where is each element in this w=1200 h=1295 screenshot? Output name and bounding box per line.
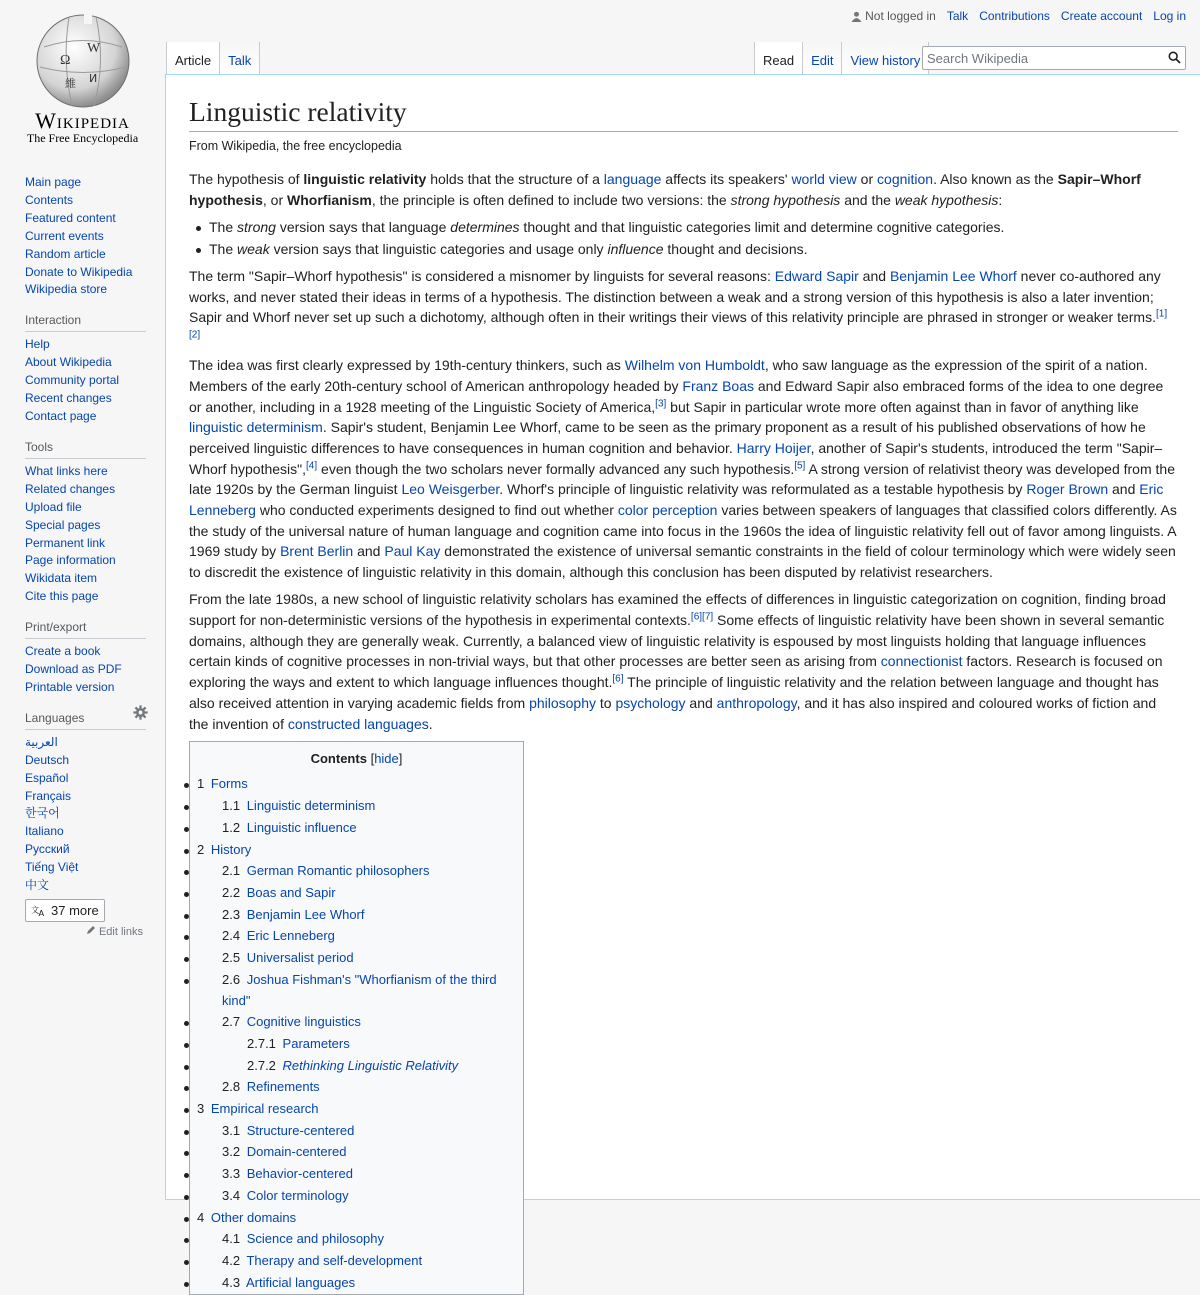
toc-number: 3.3 [222,1166,241,1182]
text: The [209,218,238,235]
tools-heading: Tools [25,440,146,459]
text: The term "Sapir–Whorf hypothesis" is considered a misnomer by linguists for several reasons: [189,267,775,284]
toc-link-cognitive-linguistics[interactable]: Cognitive linguistics [246,1014,361,1030]
text: Some effects of linguistic relativity have been shown in several semantic domains, although they are generally weak. Currently, a balanced view of linguistic relativity is espoused by most linguists holding that language influences certain kinds of cognitive processes in non-trivial ways, but that other processes are better seen as arising from [189,612,1165,670]
citation-link[interactable]: [7] [702,611,714,623]
tab-article[interactable]: Article [166,42,220,74]
sidebar-list-item [25,734,165,752]
toc-link-universalist-period[interactable]: Universalist period [246,950,354,966]
sidebar-list-item [25,174,165,192]
create-account-link[interactable]: Create account [1060,9,1143,23]
bold-term: linguistic relativity [303,171,427,187]
toc-heading: Contents [310,750,367,766]
link-leo-weisgerber[interactable]: Leo Weisgerber [401,481,500,498]
tab-read[interactable]: Read [754,42,803,74]
toc-number: 2.1 [222,863,241,879]
toc-link-rethinking-linguistic-relativity[interactable]: Rethinking Linguistic Relativity [282,1057,459,1073]
hypothesis-list [209,217,1178,259]
text: but Sapir in particular wrote more often against than in favor of anything like [666,398,1139,415]
sidebar-list-item [25,643,165,661]
toc-link-boas-and-sapir[interactable]: Boas and Sapir [246,885,336,900]
search-icon [1168,51,1181,64]
citation-link[interactable]: [3] [655,397,667,409]
language-link-lang-4[interactable]: 한국어 [25,806,60,821]
link-anthropology[interactable]: anthropology [716,694,797,711]
sidebar-item-page-information[interactable]: Page information [25,553,116,568]
text: never co-authored any works, and never stated their ideas in terms of a hypothesis. The distinction between a weak and a strong version of this hypothesis is also a later invention; Sapir and Whorf never set up such a dichotomy, although often in their writings their views of this relativity principle are phrased in stronger or weaker terms. [189,267,1161,326]
tab-talk[interactable]: Talk [220,42,260,74]
link-harry-hoijer[interactable]: Harry Hoijer [736,439,811,456]
toc-list [197,774,516,1293]
sidebar-list-item [25,354,165,372]
toc-link-forms[interactable]: Forms [210,776,248,792]
sidebar-list-item [25,481,165,499]
toc-item[interactable] [197,1099,516,1120]
languages-heading-label: Languages [25,710,85,725]
text: thought and that linguistic categories limit and determine cognitive categories. [519,218,1005,235]
search-button[interactable] [1168,51,1181,69]
search-box [922,46,1186,70]
toc-item[interactable] [197,1251,516,1272]
toc-item[interactable] [197,1034,516,1055]
italic-term: strong [237,218,276,235]
sidebar-item-recent-changes[interactable]: Recent changes [25,391,112,406]
text: . Sapir's student, Benjamin Lee Whorf, came to be seen as the primary proponent as a result of his published observations of how he perceived linguistic differences to have consequences in human cognition and behavior. [189,419,1146,456]
view-tabs [754,42,929,74]
sidebar-item-donate-to-wikipedia[interactable]: Donate to Wikipedia [25,264,133,279]
toc-item[interactable] [197,796,516,817]
toc-item[interactable] [197,774,516,795]
not-logged-in-label: Not logged in [865,9,936,23]
language-link-ti-ng-vi-t[interactable]: Tiếng Việt [25,860,79,875]
sidebar-list-item [25,192,165,210]
text: version says that language [275,218,451,235]
toc-link-therapy-and-self-development[interactable]: Therapy and self-development [246,1252,423,1268]
page-title: Linguistic relativity [189,95,1178,132]
link-philosophy[interactable]: philosophy [529,694,596,711]
sidebar-item-download-as-pdf[interactable]: Download as PDF [25,662,122,677]
toc-item[interactable] [197,948,516,969]
sidebar-list-item [25,841,165,859]
toc-item[interactable] [197,1229,516,1250]
text: thought and decisions. [663,240,808,257]
toc-link-structure-centered[interactable]: Structure-centered [246,1122,355,1138]
sidebar-item-about-wikipedia[interactable]: About Wikipedia [25,355,112,370]
puzzle-globe-icon [34,12,132,110]
toc-number: 2.5 [222,950,241,966]
text: and Edward Sapir also embraced forms of the idea to one degree or another, including in a 1928 meeting of the Linguistic Society of America, [189,377,1164,415]
toc-number: 3.4 [222,1187,241,1203]
text: The principle of linguistic relativity and the relation between language and thought has also received attention in varying academic fields from [189,674,1159,711]
paragraph-modern [189,589,1178,734]
text: . Whorf's principle of linguistic relativity was reformulated as a testable hypothesis by [499,481,1027,498]
sidebar-list-item [25,770,165,788]
text: From the late 1980s, a new school of linguistic relativity scholars has examined the effects of differences in linguistic categorization on cognition, finding broad support for non-deterministic versions of the hypothesis in experimental contexts. [189,591,1166,629]
toc-item[interactable] [197,1164,516,1185]
citation-link[interactable]: [6] [612,673,624,685]
text: or [856,171,878,187]
talk-link[interactable]: Talk [946,9,969,23]
toc-number: 4.1 [222,1231,241,1247]
sidebar-tools [25,440,165,606]
user-icon [851,11,862,22]
sidebar-item-wikipedia-store[interactable]: Wikipedia store [25,282,108,297]
sidebar-item-related-changes[interactable]: Related changes [25,481,116,496]
text: varies between speakers of languages that classified colors differently. As the study of the universal nature of human language and cognition came into focus in the 1960s the idea of linguistic relativity fell out of favor among linguists. A 1969 study by [189,502,1177,560]
sidebar-interaction [25,313,165,426]
toc-number: 2.7 [222,1014,241,1030]
toc-item[interactable] [197,1273,516,1294]
language-settings-button[interactable] [133,705,148,723]
link-roger-brown[interactable]: Roger Brown [1026,481,1109,498]
link-world-view[interactable]: world view [791,171,857,187]
sidebar-list-item [25,281,165,299]
citation-link[interactable]: [1] [1155,308,1168,320]
site-subtitle: From Wikipedia, the free encyclopedia [189,139,402,153]
paragraph-intro [189,169,1178,210]
toc-link-parameters[interactable]: Parameters [282,1035,350,1051]
sidebar-list-item [25,788,165,806]
svg-text:A: A [38,907,45,917]
toc-link-german-romantic-philosophers[interactable]: German Romantic philosophers [246,863,430,879]
svg-text:維: 維 [65,77,76,90]
text: and the [840,191,895,208]
sidebar-list-item [25,823,165,841]
sidebar-list-item [25,210,165,228]
interaction-heading: Interaction [25,313,146,332]
print-export-heading: Print/export [25,620,146,639]
sidebar-item-permanent-link[interactable]: Permanent link [25,535,106,550]
toc-link-domain-centered[interactable]: Domain-centered [246,1144,347,1160]
text: version says that linguistic categories and usage only [269,240,608,257]
link-paul-kay[interactable]: Paul Kay [384,543,441,560]
sidebar-list-item [25,859,165,877]
sidebar-item-community-portal[interactable]: Community portal [25,373,120,388]
toc-number: 3.1 [222,1122,241,1138]
toc-hide-toggle: [hide] [370,750,403,766]
sidebar-navigation [25,174,165,299]
toc-link-behavior-centered[interactable]: Behavior-centered [246,1166,353,1182]
sidebar-item-cite-this-page[interactable]: Cite this page [25,589,99,604]
language-link-lang-8[interactable]: 中文 [25,878,50,893]
sidebar-list-item [25,877,165,895]
italic-term: weak hypothesis [894,191,999,208]
link-connectionist[interactable]: connectionist [880,653,963,670]
toc-item[interactable] [197,970,516,1011]
sidebar-list-item [25,535,165,553]
language-link-lang-6[interactable]: Русский [25,842,70,857]
text: and [1108,481,1140,498]
not-logged-in [851,9,936,23]
toc-hide-link[interactable]: hide [374,750,399,766]
sidebar-list-item [25,372,165,390]
namespace-tabs [166,42,260,74]
gear-icon [133,705,148,720]
toc-number: 2.7.1 [247,1035,276,1051]
toc-item[interactable] [197,1121,516,1142]
sidebar-item-printable-version[interactable]: Printable version [25,679,115,694]
text: and [858,267,890,284]
search-input[interactable] [923,47,1159,69]
citation-link[interactable]: [2] [189,329,201,341]
toc-link-empirical-research[interactable]: Empirical research [210,1101,319,1117]
text: who conducted experiments designed to find out whether [255,502,618,519]
sidebar-list-item [25,588,165,606]
text: and [353,543,385,560]
list-item-weak [209,239,1178,260]
toc-link-artificial-languages[interactable]: Artificial languages [245,1274,356,1290]
italic-term: determines [450,218,520,235]
paragraph-misnomer [189,266,1178,349]
bold-term: Whorfianism [287,191,372,208]
toc-link-joshua-fishman-s-whorfianism-of-the-third-kind[interactable]: Joshua Fishman's "Whorfianism of the third kind" [222,971,497,1008]
more-languages-label: 37 more [51,903,99,918]
toc-link-other-domains[interactable]: Other domains [210,1209,297,1225]
language-link-italiano[interactable]: Italiano [25,824,64,839]
toc-link-linguistic-influence[interactable]: Linguistic influence [246,819,357,835]
toc-item[interactable] [197,840,516,861]
toc-link-eric-lenneberg[interactable]: Eric Lenneberg [246,928,335,944]
logo-tagline: The Free Encyclopedia [26,131,139,145]
text: The [209,240,238,257]
toc-number: 2.8 [222,1079,241,1095]
citation-link[interactable]: [6] [690,611,703,623]
text: demonstrated the existence of universal semantic constraints in the field of colour terminology which were widely seen to discredit the existence of linguistic relativity in this domain, although this conclusion has been disputed by relativist researchers. [189,543,1176,581]
svg-text:W: W [87,41,101,56]
toc-item[interactable] [197,1012,516,1033]
toc-link-history[interactable]: History [210,841,252,857]
sidebar-list-item [25,499,165,517]
sidebar-list-item [25,661,165,679]
citation-link[interactable]: [5] [794,459,806,471]
sidebar-item-main-page[interactable]: Main page [25,175,82,189]
sidebar-list-item [25,264,165,282]
toc-number: 2.7.2 [247,1057,276,1073]
list-item-strong [209,217,1178,238]
tab-edit[interactable]: Edit [803,42,842,74]
text: , another of Sapir's students, introduced the term "Sapir–Whorf hypothesis", [189,439,1163,477]
toc-title [197,749,516,770]
sidebar-list-item [25,336,165,354]
link-humboldt[interactable]: Wilhelm von Humboldt [624,357,765,374]
italic-term: weak [237,240,270,257]
sidebar-list-item [25,752,165,770]
toc-link-benjamin-lee-whorf[interactable]: Benjamin Lee Whorf [246,906,365,922]
wikipedia-logo[interactable] [0,0,165,160]
link-eric-lenneberg[interactable]: Eric Lenneberg [189,481,1164,519]
login-link[interactable]: Log in [1153,9,1186,23]
toc-number: 2.6 [222,971,241,987]
link-language[interactable]: language [603,171,662,187]
toc-item[interactable] [197,883,516,904]
toc-number: 1 [197,776,205,792]
text: A strong version of relativist theory was developed from the late 1920s by the German linguist [189,460,1175,498]
text: , who saw language as the expression of the spirit of a nation. Members of the early 20th-century school of American anthropology headed by [189,357,1148,394]
sidebar-item-special-pages[interactable]: Special pages [25,517,101,532]
contributions-link[interactable]: Contributions [979,9,1050,23]
sidebar-list-item [25,463,165,481]
toc-number: 2 [197,841,205,857]
text: : [998,191,1003,208]
toc-item[interactable] [197,861,516,882]
language-link-deutsch[interactable]: Deutsch [25,752,70,767]
text: , the principle is often defined to include two versions: the [371,191,731,208]
language-link-fran-ais[interactable]: Français [25,788,72,803]
link-benjamin-lee-whorf[interactable]: Benjamin Lee Whorf [889,267,1017,284]
toc-number: 2.3 [222,906,241,922]
sidebar-print-export [25,620,165,697]
sidebar-item-what-links-here[interactable]: What links here [25,463,108,478]
italic-term: strong hypothesis [730,191,841,208]
text: to [596,694,616,711]
sidebar-list-item [25,408,165,426]
sidebar-item-contact-page[interactable]: Contact page [25,408,97,423]
pencil-icon [86,925,96,935]
sidebar-list-item [25,246,165,264]
toc-number: 4.2 [222,1252,241,1268]
logo-wordmark: Wikipedia [35,108,130,133]
text: even though the two scholars never formally advanced any such hypothesis. [317,460,795,477]
text: . [428,715,433,732]
italic-term: influence [607,240,664,257]
sidebar [0,170,165,938]
sidebar-item-contents[interactable]: Contents [25,192,74,207]
toc-item[interactable] [197,1142,516,1163]
toc-item[interactable] [197,905,516,926]
text: affects its speakers' [661,171,792,187]
toc-item[interactable] [197,818,516,839]
toc-number: 4.3 [222,1274,241,1290]
link-color-perception[interactable]: color perception [617,502,718,519]
toc-link-linguistic-determinism[interactable]: Linguistic determinism [246,798,376,814]
sidebar-list-item [25,570,165,588]
sidebar-item-upload-file[interactable]: Upload file [25,499,82,514]
sidebar-list-item [25,552,165,570]
edit-links-label: Edit links [98,926,143,938]
text: and [685,694,717,711]
more-languages-button[interactable] [25,899,105,922]
personal-tools [851,9,1186,23]
toc-item[interactable] [197,1186,516,1207]
link-brent-berlin[interactable]: Brent Berlin [280,543,354,560]
toc-number: 1.2 [222,819,241,835]
toc-link-color-terminology[interactable]: Color terminology [246,1187,349,1203]
toc-number: 3.2 [222,1144,241,1160]
paragraph-history [189,355,1178,583]
link-franz-boas[interactable]: Franz Boas [682,377,754,394]
toc-number: 4 [197,1209,205,1225]
sidebar-item-help[interactable]: Help [25,337,50,352]
sidebar-list-item [25,390,165,408]
sidebar-item-create-a-book[interactable]: Create a book [25,644,101,659]
svg-text:文: 文 [31,904,40,915]
bold-term: Sapir–Whorf hypothesis [189,171,1141,208]
link-edward-sapir[interactable]: Edward Sapir [774,267,859,284]
text: factors. Research is focused on exploring the ways and extent to which language influences thought. [189,653,1163,691]
content-area [165,74,1200,1290]
toc-item[interactable] [197,926,516,947]
sidebar-item-current-events[interactable]: Current events [25,228,104,243]
languages-heading [25,711,146,730]
link-linguistic-determinism[interactable]: linguistic determinism [189,419,323,436]
toc-link-science-and-philosophy[interactable]: Science and philosophy [246,1231,385,1247]
text: . Also known as the [933,171,1058,187]
toc-number: 2.4 [222,928,241,944]
toc-item[interactable] [197,1077,516,1098]
language-link-espa-ol[interactable]: Español [25,770,69,785]
link-psychology[interactable]: psychology [615,694,686,711]
text: , or [262,191,288,208]
toc-number: 3 [197,1101,205,1117]
text: holds that the structure of a [426,171,604,187]
toc-item[interactable] [197,1208,516,1229]
article-body [189,169,1178,1295]
toc-number: 1.1 [222,798,241,814]
sidebar-list-item [25,679,165,697]
tab-view-history[interactable]: View history [842,42,929,74]
toc-item[interactable] [197,1056,516,1077]
language-link-lang-0[interactable]: العربية [25,734,58,749]
sidebar-list-item [25,517,165,535]
svg-text:Ω: Ω [60,53,71,68]
table-of-contents [189,741,524,1295]
svg-text:И: И [89,72,98,85]
text: The hypothesis of [189,171,304,187]
edit-links[interactable] [25,925,143,938]
sidebar-item-wikidata-item[interactable]: Wikidata item [25,571,98,586]
translate-icon [31,904,46,917]
sidebar-item-featured-content[interactable]: Featured content [25,210,116,225]
text: , and it has also inspired and coloured works of fiction and the invention of [189,694,1157,732]
toc-number: 2.2 [222,885,241,900]
sidebar-list-item [25,805,165,823]
link-constructed-languages[interactable]: constructed languages [287,715,429,732]
sidebar-languages [25,711,165,938]
text: The idea was first clearly expressed by 19th-century thinkers, such as [189,357,625,374]
toc-link-refinements[interactable]: Refinements [246,1079,320,1095]
sidebar-list-item [25,228,165,246]
link-cognition[interactable]: cognition [877,171,934,187]
sidebar-item-random-article[interactable]: Random article [25,246,106,261]
citation-link[interactable]: [4] [306,459,318,471]
